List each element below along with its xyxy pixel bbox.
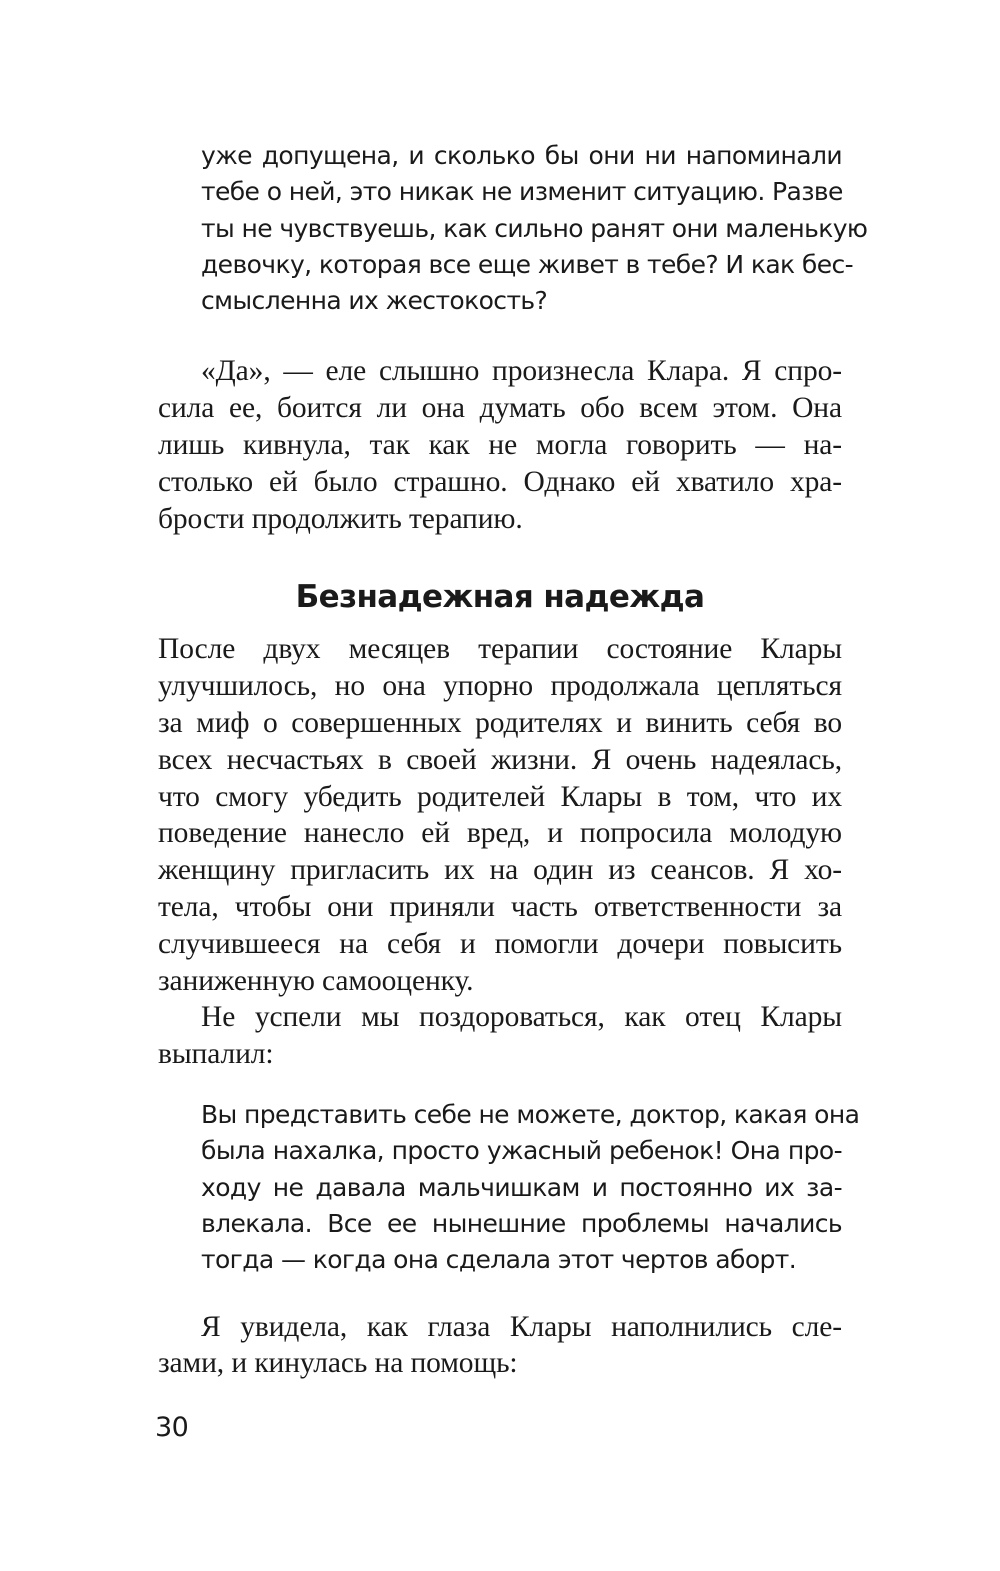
text-line: заниженную самооценку. bbox=[158, 964, 474, 997]
text-line: зами, и кинулась на помощь: bbox=[158, 1347, 518, 1380]
section-heading: Безнадежная надежда bbox=[295, 579, 705, 616]
paragraph-1 bbox=[158, 353, 842, 537]
text-line: Не успели мы поздороваться, как отец Клары bbox=[201, 1001, 842, 1034]
text-line: женщину пригласить их на один из сеансов. Я хо- bbox=[158, 854, 842, 887]
text-line: сила ее, боится ли она думать обо всем этом. Она bbox=[158, 392, 842, 425]
book-page bbox=[158, 138, 868, 1382]
text-line: столько ей было страшно. Однако ей хватило хра- bbox=[158, 465, 842, 498]
text-line: ходу не давала мальчишкам и постоянно их за- bbox=[201, 1172, 842, 1202]
text-line: уже допущена, и сколько бы они ни напоминали bbox=[201, 141, 842, 170]
text-line: Я увидела, как глаза Клары наполнились сле- bbox=[201, 1310, 842, 1343]
quote-block-1 bbox=[158, 138, 868, 319]
text-line: тебе о ней, это никак не изменит ситуацию. Разве bbox=[201, 177, 843, 207]
text-line: ты не чувствуешь, как сильно ранят они маленькую bbox=[201, 213, 868, 243]
text-line: После двух месяцев терапии состояние Клары bbox=[158, 633, 842, 666]
text-line: Вы представить себе не можете, доктор, какая она bbox=[201, 1100, 860, 1130]
text-line: девочку, которая все еще живет в тебе? И как бес- bbox=[201, 249, 854, 279]
paragraph-3 bbox=[158, 999, 842, 1073]
text-line: тогда — когда она сделала этот чертов аборт. bbox=[201, 1245, 797, 1275]
text-line: смысленна их жестокость? bbox=[201, 286, 548, 316]
text-line: выпалил: bbox=[158, 1038, 274, 1071]
text-line: брости продолжить терапию. bbox=[158, 502, 523, 535]
paragraph-4 bbox=[158, 1309, 842, 1383]
text-line: была нахалка, просто ужасный ребенок! Она про- bbox=[201, 1136, 842, 1166]
text-line: тела, чтобы они приняли часть ответственности за bbox=[158, 891, 842, 924]
text-line: улучшилось, но она упорно продолжала цепляться bbox=[158, 670, 842, 703]
paragraph-2 bbox=[158, 631, 842, 999]
page-number: 30 bbox=[155, 1412, 189, 1443]
text-line: что смогу убедить родителей Клары в том, что их bbox=[158, 780, 842, 813]
text-line: за миф о совершенных родителях и винить себя во bbox=[158, 707, 842, 740]
text-line: «Да», — еле слышно произнесла Клара. Я спро- bbox=[201, 355, 842, 388]
quote-block-2 bbox=[158, 1097, 860, 1278]
text-line: влекала. Все ее нынешние проблемы начались bbox=[201, 1208, 842, 1238]
text-line: поведение нанесло ей вред, и попросила молодую bbox=[158, 817, 842, 850]
text-line: всех несчастьях в своей жизни. Я очень надеялась, bbox=[158, 743, 842, 776]
text-line: случившееся на себя и помогли дочери повысить bbox=[158, 927, 842, 960]
text-line: лишь кивнула, так как не могла говорить — на- bbox=[158, 429, 842, 462]
